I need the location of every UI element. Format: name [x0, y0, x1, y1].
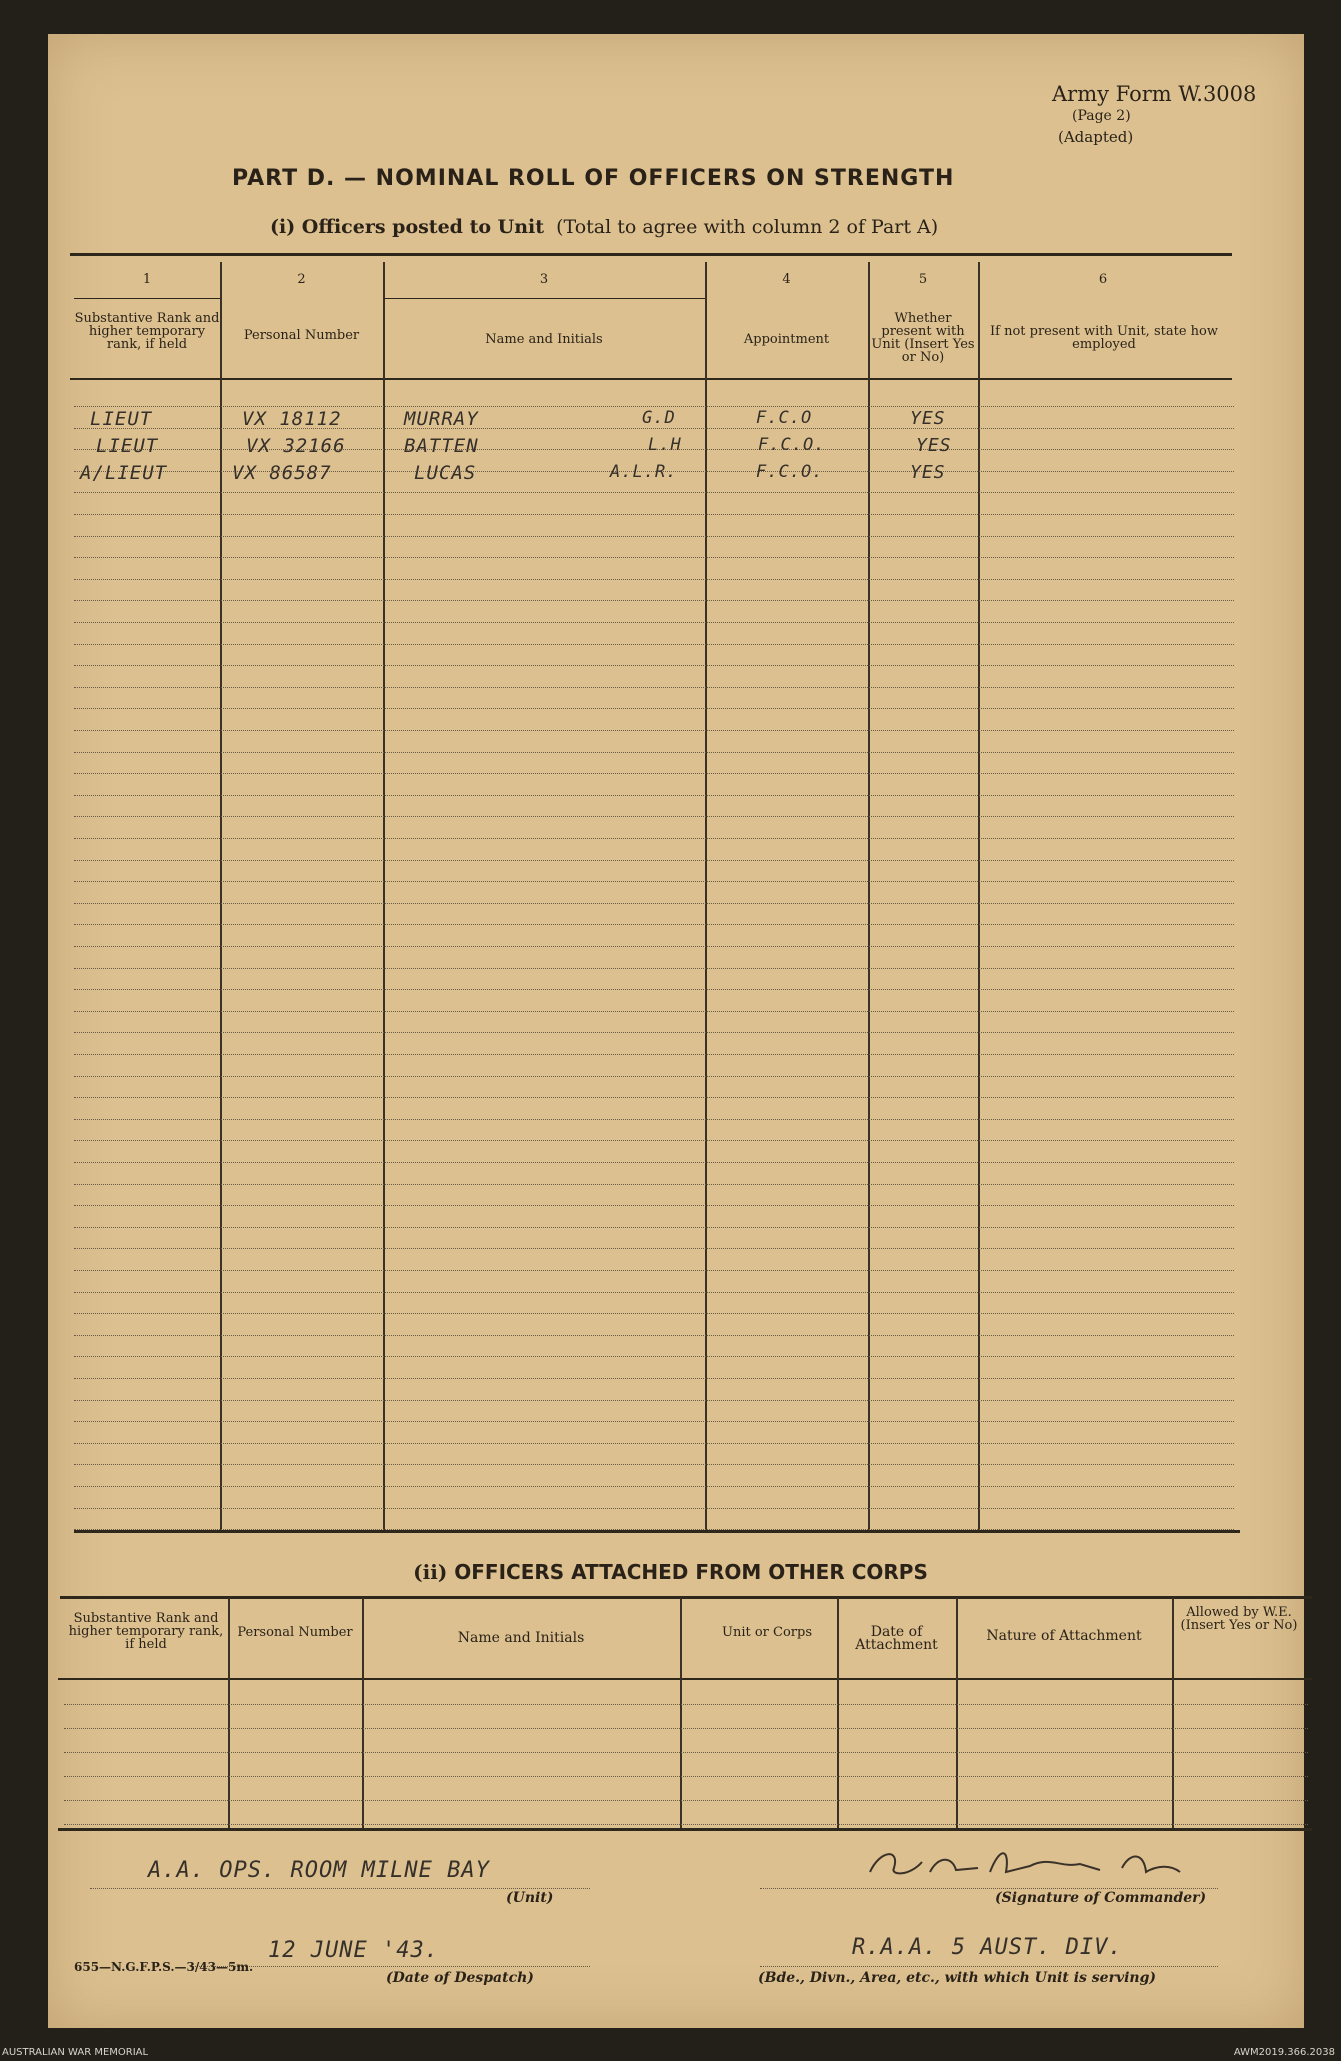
subtitle-bold: (i) Officers posted to Unit — [270, 216, 545, 238]
unit-line — [90, 1888, 590, 1889]
column-number: 2 — [297, 272, 306, 287]
formation-label: (Bde., Divn., Area, etc., with which Unit is serving) — [758, 1970, 1157, 1986]
table1-divider — [705, 262, 707, 1530]
print-code: 655—N.G.F.P.S.—3/43—5m. — [74, 1960, 254, 1974]
table2-header-rule — [58, 1678, 1312, 1680]
table2-divider — [1172, 1598, 1174, 1828]
entry-number: VX 86587 — [232, 462, 332, 484]
header-employed: If not present with Unit, state how employed — [990, 324, 1218, 352]
table2-ruled-line — [64, 1776, 1308, 1777]
table1-ruled-line — [74, 622, 1234, 623]
entry-name: LUCAS — [414, 462, 477, 484]
table1-ruled-line — [74, 665, 1234, 666]
part-ii-title — [0, 1560, 1341, 1584]
entry-number: VX 18112 — [242, 408, 342, 430]
table1-ruled-line — [74, 860, 1234, 861]
t2-header-date: Date of Attachment — [855, 1624, 938, 1653]
archive-bar — [0, 2044, 1341, 2061]
entry-present: YES — [916, 435, 952, 456]
entry-appointment: F.C.O. — [758, 435, 826, 455]
part-d-title: PART D. — NOMINAL ROLL OF OFFICERS ON STRENGTH — [232, 166, 955, 191]
table2-ruled-line — [64, 1752, 1308, 1753]
table1-ruled-line — [74, 989, 1234, 990]
entry-initials: L.H — [648, 435, 682, 455]
table1-ruled-line — [74, 708, 1234, 709]
form-number: Army Form W.3008 — [1052, 82, 1257, 106]
table1-ruled-line — [74, 1508, 1234, 1509]
archive-right: AWM2019.366.2038 — [1233, 2047, 1335, 2058]
signature-label: (Signature of Commander) — [995, 1890, 1207, 1906]
t2-header-personal-number: Personal Number — [237, 1625, 353, 1640]
table2-ruled-line — [64, 1824, 1308, 1825]
table1-ruled-line — [74, 514, 1234, 515]
table1-ruled-line — [74, 1119, 1234, 1120]
table1-ruled-line — [74, 773, 1234, 774]
table1-ruled-line — [74, 730, 1234, 731]
table1-ruled-line — [74, 1443, 1234, 1444]
header-rule — [74, 298, 220, 299]
table1-ruled-line — [74, 1486, 1234, 1487]
unit-label: (Unit) — [506, 1890, 554, 1906]
table1-ruled-line — [74, 1054, 1234, 1055]
table1-ruled-line — [74, 1076, 1234, 1077]
table1-ruled-line — [74, 752, 1234, 753]
table1-ruled-line — [74, 1400, 1234, 1401]
table1-ruled-line — [74, 1313, 1234, 1314]
table1-ruled-line — [74, 816, 1234, 817]
part-ii-text: OFFICERS ATTACHED FROM OTHER CORPS — [454, 1560, 928, 1584]
table1-ruled-line — [74, 1227, 1234, 1228]
table1-ruled-line — [74, 881, 1234, 882]
table1-ruled-line — [74, 1097, 1234, 1098]
table1-ruled-line — [74, 968, 1234, 969]
entry-name: BATTEN — [404, 435, 479, 457]
table2-bottom-rule — [58, 1828, 1312, 1831]
table1-ruled-line — [74, 1184, 1234, 1185]
table1-ruled-line — [74, 492, 1234, 493]
column-number: 5 — [918, 272, 928, 287]
entry-number: VX 32166 — [246, 435, 346, 457]
entry-rank: A/LIEUT — [80, 462, 168, 484]
table1-ruled-line — [74, 1378, 1234, 1379]
table1-ruled-line — [74, 946, 1234, 947]
table1-ruled-line — [74, 1205, 1234, 1206]
table1-ruled-line — [74, 924, 1234, 925]
subtitle-rest: (Total to agree with column 2 of Part A) — [556, 216, 939, 238]
table1-ruled-line — [74, 687, 1234, 688]
form-page: (Page 2) — [1072, 108, 1131, 124]
table1-ruled-line — [74, 1270, 1234, 1271]
column-number: 6 — [1098, 272, 1108, 287]
entry-name: MURRAY — [404, 408, 479, 430]
part-d-subtitle — [270, 216, 938, 238]
t2-header-name: Name and Initials — [457, 1630, 585, 1646]
table1-header-rule — [70, 378, 1232, 380]
header-appointment: Appointment — [743, 332, 830, 347]
table1-ruled-line — [74, 1356, 1234, 1357]
column-number: 1 — [142, 272, 152, 287]
column-number: 4 — [782, 272, 791, 287]
table1-ruled-line — [74, 1292, 1234, 1293]
formation-value: R.A.A. 5 AUST. DIV. — [852, 1935, 1123, 1960]
header-rank: Substantive Rank and higher temporary rank, if held — [74, 311, 220, 352]
table1-ruled-line — [74, 838, 1234, 839]
table1-ruled-line — [74, 903, 1234, 904]
table1-ruled-line — [74, 600, 1234, 601]
table1-top-rule — [70, 253, 1232, 256]
table2-top-rule — [60, 1596, 1312, 1599]
table2-ruled-line — [64, 1704, 1308, 1705]
table1-ruled-line — [74, 1162, 1234, 1163]
table1-bottom-rule — [74, 1530, 1240, 1533]
header-name: Name and Initials — [485, 332, 603, 347]
table1-divider — [220, 262, 222, 1530]
form-adapted: (Adapted) — [1058, 128, 1134, 146]
table1-ruled-line — [74, 1464, 1234, 1465]
t2-header-allowed: Allowed by W.E. (Insert Yes or No) — [1180, 1605, 1298, 1633]
part-ii-number: (ii) — [413, 1560, 448, 1584]
header-rule — [383, 298, 705, 299]
table1-ruled-line — [74, 406, 1234, 407]
date-label: (Date of Despatch) — [386, 1970, 534, 1986]
date-value: 12 JUNE '43. — [268, 1938, 439, 1963]
table1-ruled-line — [74, 557, 1234, 558]
table1-ruled-line — [74, 1140, 1234, 1141]
entry-present: YES — [910, 408, 946, 429]
table1-divider — [978, 262, 980, 1530]
archive-left: AUSTRALIAN WAR MEMORIAL — [2, 2047, 149, 2058]
table1-ruled-line — [74, 795, 1234, 796]
table1-divider — [383, 262, 385, 1530]
table2-ruled-line — [64, 1800, 1308, 1801]
table2-divider — [680, 1598, 682, 1828]
table1-ruled-line — [74, 644, 1234, 645]
formation-line — [760, 1966, 1218, 1967]
table1-ruled-line — [74, 1421, 1234, 1422]
column-number: 3 — [539, 272, 549, 287]
entry-appointment: F.C.O — [756, 408, 813, 428]
table1-ruled-line — [74, 1248, 1234, 1249]
t2-header-nature: Nature of Attachment — [986, 1628, 1142, 1644]
header-personal-number: Personal Number — [243, 328, 360, 343]
table2-ruled-line — [64, 1728, 1308, 1729]
entry-initials: G.D — [642, 408, 676, 428]
commander-signature — [860, 1842, 1190, 1888]
t2-header-unit: Unit or Corps — [722, 1625, 812, 1640]
entry-rank: LIEUT — [96, 435, 159, 457]
table1-ruled-line — [74, 1032, 1234, 1033]
entry-present: YES — [910, 462, 946, 483]
table1-ruled-line — [74, 1335, 1234, 1336]
table1-divider — [868, 262, 870, 1530]
unit-value: A.A. OPS. ROOM MILNE BAY — [148, 1858, 490, 1883]
entry-initials: A.L.R. — [610, 462, 678, 482]
table1-ruled-line — [74, 1529, 1234, 1530]
table1-ruled-line — [74, 579, 1234, 580]
t2-header-rank: Substantive Rank and higher temporary rank, if held — [68, 1611, 224, 1652]
signature-line — [760, 1888, 1218, 1889]
table1-ruled-line — [74, 1011, 1234, 1012]
header-present: Whether present with Unit (Insert Yes or No) — [871, 311, 975, 365]
entry-rank: LIEUT — [90, 408, 153, 430]
entry-appointment: F.C.O. — [756, 462, 824, 482]
table1-ruled-line — [74, 536, 1234, 537]
